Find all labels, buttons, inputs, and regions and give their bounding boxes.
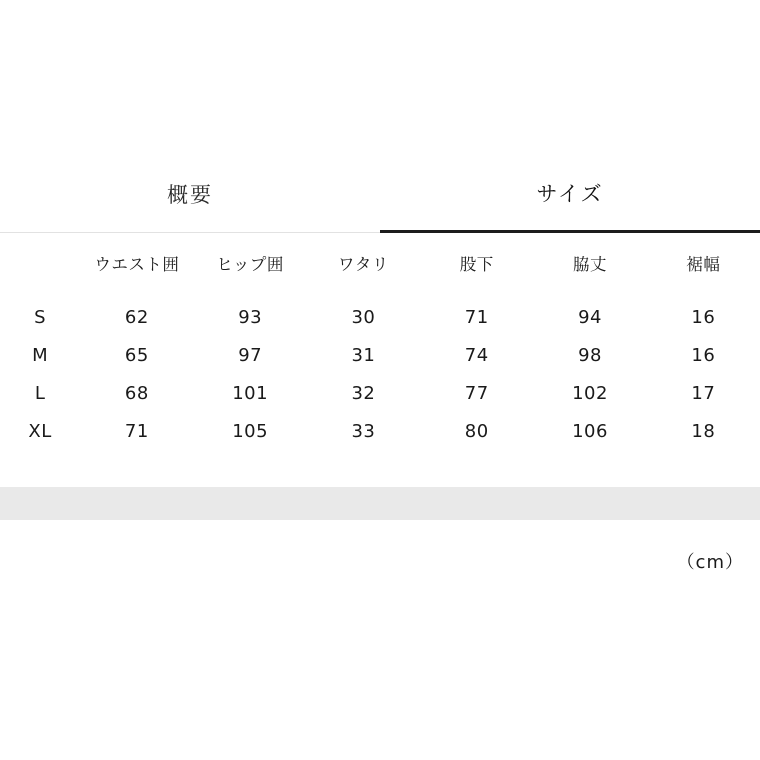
separator-band [0, 487, 760, 520]
column-header-hip: ヒップ囲 [216, 255, 284, 274]
row-label-xl: XL [28, 420, 52, 442]
cell-m-hem: 16 [691, 344, 716, 366]
cell-l-inseam: 77 [464, 382, 489, 404]
cell-s-waist: 62 [124, 306, 149, 328]
size-table [0, 240, 760, 450]
corner-cell [0, 240, 80, 298]
tab-bar [0, 155, 760, 233]
cell-l-hip: 101 [232, 382, 269, 404]
cell-l-waist: 68 [124, 382, 149, 404]
table-row [0, 412, 760, 450]
cell-xl-hip: 105 [232, 420, 269, 442]
cell-xl-waist: 71 [124, 420, 149, 442]
cell-xl-thigh: 33 [351, 420, 376, 442]
row-label-l: L [34, 382, 46, 404]
unit-note: （cm） [676, 552, 744, 573]
tab-overview[interactable] [0, 155, 380, 233]
cell-xl-inseam: 80 [464, 420, 489, 442]
column-header-outseam: 脇丈 [573, 255, 608, 274]
cell-s-inseam: 71 [464, 306, 489, 328]
cell-m-waist: 65 [124, 344, 149, 366]
table-header-row [0, 240, 760, 298]
cell-s-hip: 93 [238, 306, 263, 328]
column-header-thigh: ワタリ [338, 255, 389, 274]
tab-size[interactable] [380, 155, 760, 233]
cell-l-hem: 17 [691, 382, 716, 404]
cell-s-hem: 16 [691, 306, 716, 328]
cell-m-inseam: 74 [464, 344, 489, 366]
cell-m-thigh: 31 [351, 344, 376, 366]
cell-s-outseam: 94 [578, 306, 602, 328]
cell-l-thigh: 32 [351, 382, 376, 404]
table-row [0, 298, 760, 336]
tab-size-label: サイズ [536, 181, 604, 206]
cell-s-thigh: 30 [351, 306, 376, 328]
tab-overview-label: 概要 [167, 182, 213, 207]
row-label-m: M [32, 344, 49, 366]
cell-xl-outseam: 106 [572, 420, 608, 442]
column-header-inseam: 股下 [459, 255, 494, 274]
cell-xl-hem: 18 [691, 420, 716, 442]
cell-l-outseam: 102 [572, 382, 608, 404]
cell-m-outseam: 98 [578, 344, 602, 366]
table-row [0, 336, 760, 374]
size-table-body [0, 298, 760, 450]
column-header-waist: ウエスト囲 [94, 255, 180, 274]
cell-m-hip: 97 [238, 344, 263, 366]
size-table-container [0, 240, 760, 450]
table-row [0, 374, 760, 412]
size-table-head [0, 240, 760, 298]
column-header-hem: 裾幅 [686, 255, 721, 274]
row-label-s: S [34, 306, 47, 328]
